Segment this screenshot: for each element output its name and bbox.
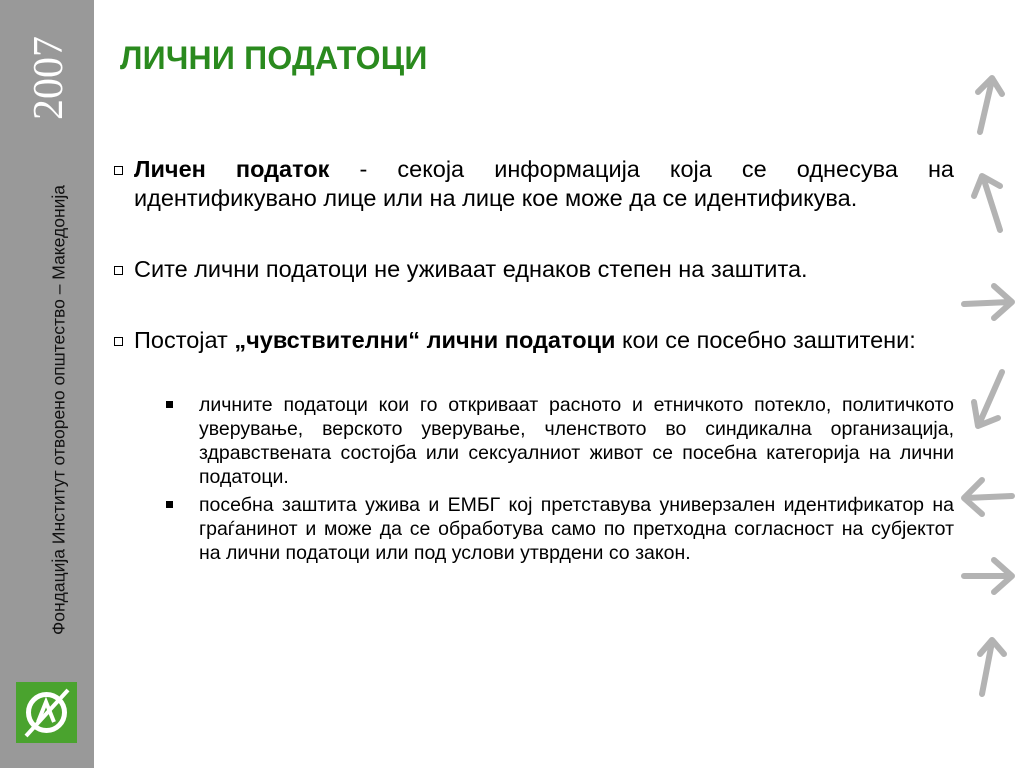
arrow-down-left-icon	[958, 364, 1018, 434]
slide-content	[112, 155, 954, 565]
filled-square-bullet-icon	[166, 501, 173, 508]
bullet-text-post: кои се посебно заштитени:	[615, 327, 916, 353]
hollow-square-bullet-icon	[114, 337, 123, 346]
sub-bullet-item	[164, 393, 954, 489]
arrow-right-icon	[958, 540, 1018, 610]
term-bold: Личен податок	[134, 156, 330, 182]
arrow-up-right-icon	[958, 70, 1018, 140]
bullet-text-pre: Постојат	[134, 327, 235, 353]
sub-bullet-item	[164, 493, 954, 565]
organization-name: Фондација Институт отворено општество – Македонија	[48, 184, 69, 636]
sub-bullet-text: личните податоци кои го откриваат расното и етничкото потекло, политичкото уверување, верското уверување, членството во синдикална организација, здравствената состојба или сексуалниот живот се посебна категорија на лични податоци.	[199, 394, 954, 488]
hollow-square-bullet-icon	[114, 266, 123, 275]
term-definition: - секоја информација која се однесува на идентификувано лице или на лице кое може да се идентификува.	[134, 156, 954, 211]
arrow-up-left-icon	[958, 168, 1018, 238]
sub-bullet-list	[164, 393, 954, 565]
bullet-text-bold: „чувствителни“ лични податоци	[234, 327, 616, 353]
bullet-item	[112, 255, 954, 284]
year-label: 2007	[26, 36, 72, 120]
arrow-right-icon	[958, 266, 1018, 336]
hollow-square-bullet-icon	[114, 166, 123, 175]
slide-title: ЛИЧНИ ПОДАТОЦИ	[120, 40, 428, 76]
foundation-logo-icon	[16, 682, 77, 743]
bullet-item	[112, 155, 954, 213]
sidebar	[0, 0, 94, 768]
decorative-arrows	[958, 70, 1018, 710]
sub-bullet-text: посебна заштита ужива и ЕМБГ кој претставува универзален идентификатор на граѓанинот и може да се обработува само по претходна согласност на субјектот на лични податоци или под услови утврдени со закон.	[199, 494, 954, 564]
arrow-left-icon	[958, 462, 1018, 532]
arrow-up-right-icon	[958, 630, 1018, 700]
filled-square-bullet-icon	[166, 401, 173, 408]
bullet-item	[112, 326, 954, 355]
bullet-text: Сите лични податоци не уживаат еднаков степен на заштита.	[134, 256, 808, 282]
